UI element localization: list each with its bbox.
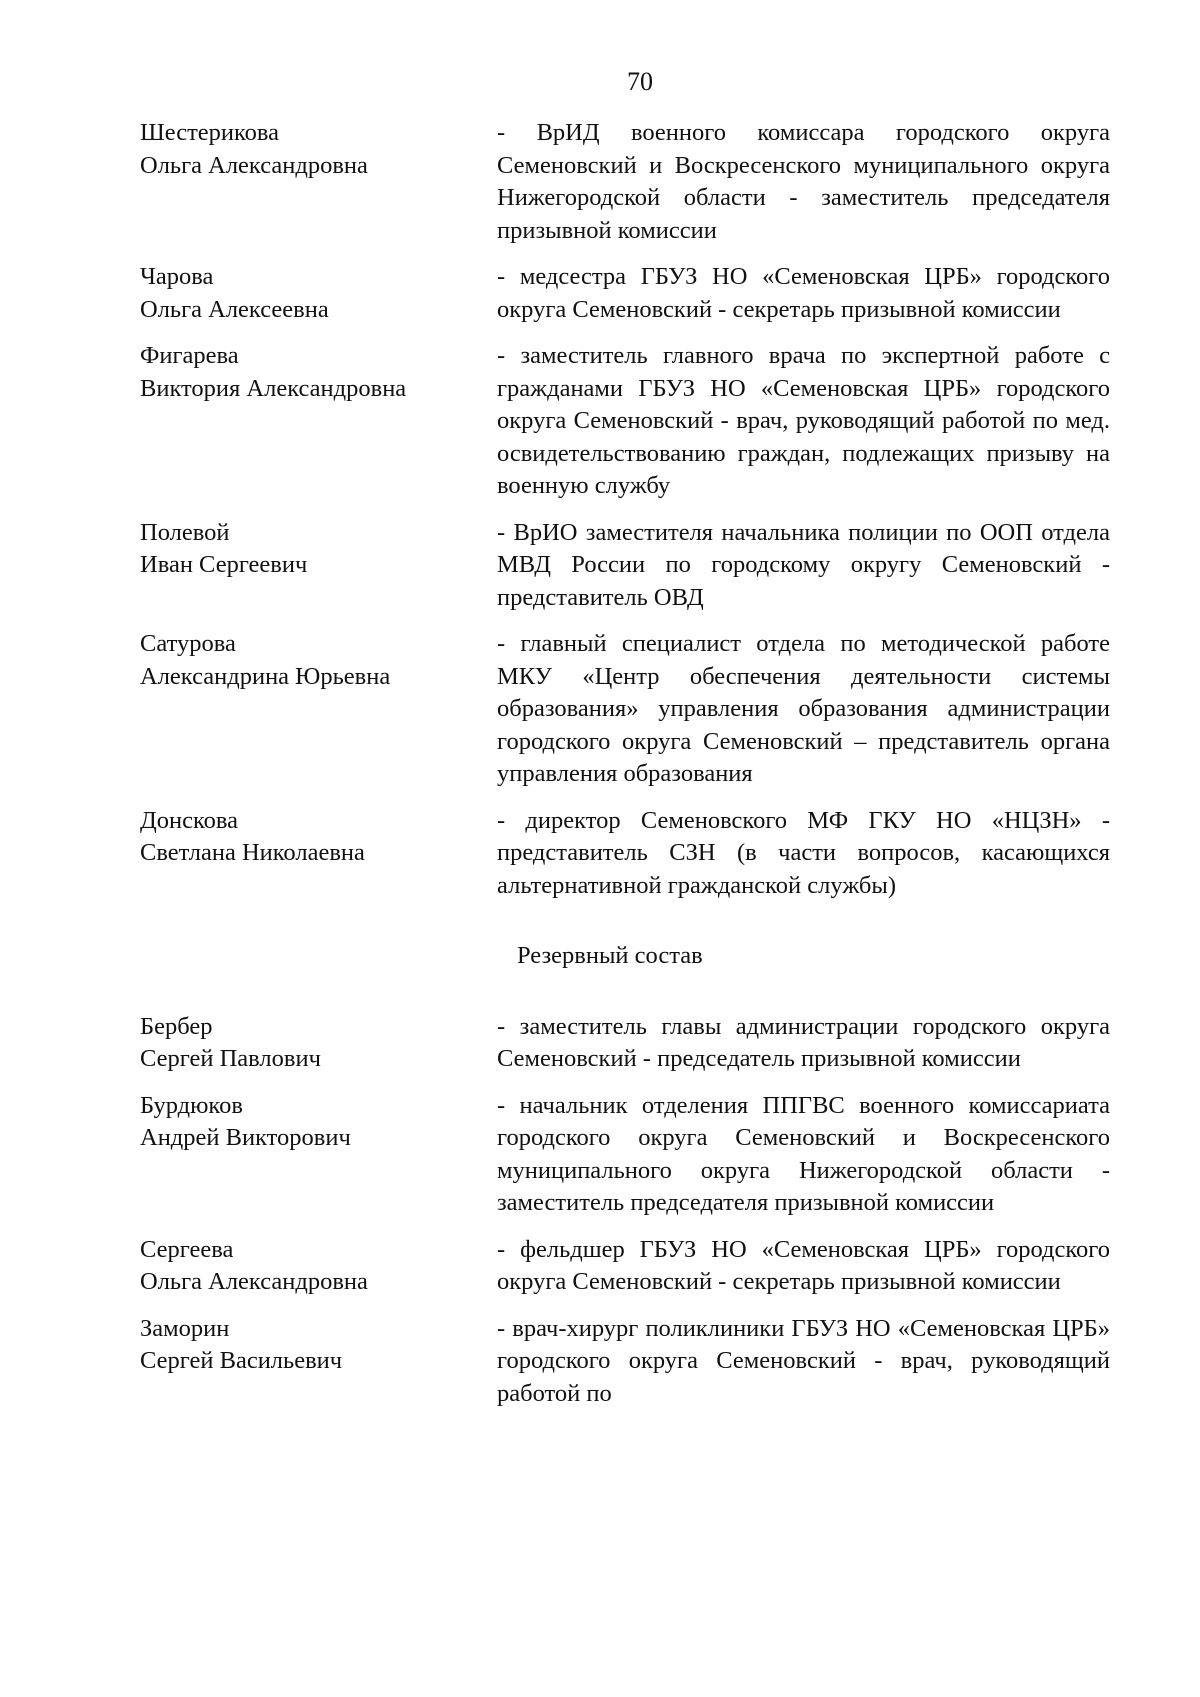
member-name — [140, 261, 497, 326]
member-name — [140, 117, 497, 247]
reserve-member-entry — [140, 1313, 1110, 1411]
member-entry — [140, 340, 1110, 503]
member-entry — [140, 805, 1110, 903]
member-surname: Бербер — [140, 1012, 213, 1040]
member-name — [140, 1313, 497, 1411]
member-role: - врач-хирург поликлиники ГБУЗ НО «Семеновская ЦРБ» городского округа Семеновский - врач, руководящий работой по — [497, 1314, 1110, 1407]
member-name — [140, 1090, 497, 1220]
member-name — [140, 805, 497, 903]
member-surname: Чарова — [140, 263, 214, 290]
member-surname: Донскова — [140, 806, 238, 834]
member-surname: Шестерикова — [140, 119, 280, 146]
member-given-names: Иван Сергеевич — [140, 551, 308, 578]
member-given-names: Ольга Алексеевна — [140, 295, 329, 323]
member-surname: Полевой — [140, 518, 230, 546]
member-surname: Сатурова — [140, 630, 236, 657]
member-role: - медсестра ГБУЗ НО «Семеновская ЦРБ» городского округа Семеновский - секретарь призывной комиссии — [497, 263, 1110, 323]
reserve-member-entry — [140, 1234, 1110, 1299]
member-given-names: Ольга Александровна — [140, 151, 368, 179]
member-surname: Бурдюков — [140, 1091, 243, 1119]
member-name — [140, 340, 497, 503]
page-number: 70 — [627, 67, 653, 96]
member-given-names: Александрина Юрьевна — [140, 662, 391, 690]
member-name — [140, 1011, 497, 1076]
member-role: - директор Семеновского МФ ГКУ НО «НЦЗН» - представитель СЗН (в части вопросов, касающихся альтернативной гражданской службы) — [497, 806, 1110, 899]
member-given-names: Андрей Викторович — [140, 1124, 351, 1151]
reserve-member-entry — [140, 1090, 1110, 1220]
member-entry — [140, 517, 1110, 615]
member-given-names: Сергей Павлович — [140, 1045, 321, 1072]
member-given-names: Ольга Александровна — [140, 1268, 368, 1295]
member-role: - ВрИД военного комиссара городского округа Семеновский и Воскресенского муниципального округа Нижегородской области - заместитель председателя призывной комиссии — [497, 119, 1110, 244]
commission-list — [140, 117, 1110, 1410]
member-entry — [140, 628, 1110, 791]
member-role: - заместитель главного врача по экспертной работе с гражданами ГБУЗ НО «Семеновская ЦРБ» городского округа Семеновский - врач, руководящий работой по мед. освидетельствованию граждан, подлежащих призыву на военную службу — [497, 342, 1110, 499]
member-role: - фельдшер ГБУЗ НО «Семеновская ЦРБ» городского округа Семеновский - секретарь призывной комиссии — [497, 1235, 1110, 1295]
member-name — [140, 1234, 497, 1299]
member-surname: Заморин — [140, 1314, 230, 1342]
member-name — [140, 628, 497, 791]
member-name — [140, 517, 497, 615]
reserve-member-entry — [140, 1011, 1110, 1076]
member-role: - ВрИО заместителя начальника полиции по ООП отдела МВД России по городскому округу Семеновский - представитель ОВД — [497, 518, 1110, 611]
member-given-names: Сергей Васильевич — [140, 1347, 343, 1374]
member-role: - главный специалист отдела по методической работе МКУ «Центр обеспечения деятельности системы образования» управления образования администрации городского округа Семеновский – представитель органа управления образования — [497, 630, 1110, 787]
member-entry — [140, 261, 1110, 326]
member-surname: Фигарева — [140, 342, 239, 369]
member-role: - начальник отделения ППГВС военного комиссариата городского округа Семеновский и Воскресенского муниципального округа Нижегородской области - заместитель председателя призывной комиссии — [497, 1091, 1110, 1216]
member-role: - заместитель главы администрации городского округа Семеновский - председатель призывной комиссии — [497, 1012, 1110, 1072]
member-given-names: Виктория Александровна — [140, 374, 407, 402]
member-given-names: Светлана Николаевна — [140, 839, 365, 866]
member-surname: Сергеева — [140, 1235, 234, 1263]
member-entry — [140, 117, 1110, 247]
reserve-section-title: Резервный состав — [517, 942, 703, 969]
